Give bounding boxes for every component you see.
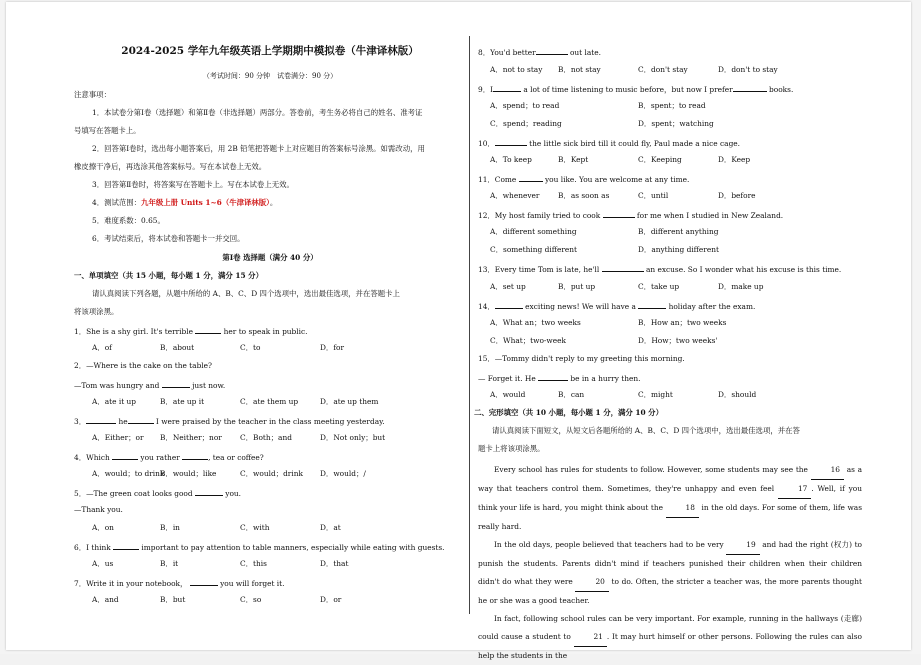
q7-option-a: A．and	[92, 595, 119, 604]
q5-text-a: 5．—The green coat looks good	[74, 489, 195, 498]
q5-option-b: B．in	[160, 523, 180, 532]
q1-text-b: her to speak in public.	[221, 327, 308, 336]
q1-stem	[74, 325, 466, 337]
section2-instruction: 请认真阅读下面短文，从短文后各题所给的 A、B、C、D 四个选项中，选出最佳选项，并在答	[492, 426, 800, 435]
q13-stem	[478, 263, 862, 275]
q5-option-d: D．at	[320, 523, 341, 532]
q13-text-a: 13．Every time Tom is late, he'll	[478, 265, 602, 274]
note-scope-edition: （牛津译林版）	[221, 198, 270, 207]
q12-text-a: 12．My host family tried to cook	[478, 211, 603, 220]
exam-sheet	[6, 2, 911, 660]
q12-option-b: B．different anything	[638, 227, 719, 236]
cloze-p2-text-b: and had the right (权力) to punish the students. Parents didn't mind if teachers punished their children when their children didn't do what they were	[478, 540, 862, 586]
note-line-1: 1．本试卷分第Ⅰ卷（选择题）和第Ⅱ卷（非选择题）两部分。答卷前，考生务必将自己的姓名、准考证	[92, 108, 423, 117]
q4-text-c: , tea or coffee?	[208, 453, 264, 462]
q2-blank	[162, 379, 190, 388]
q9-blank-1	[493, 83, 521, 92]
q10-text-b: the little sick bird till it could fly, Paul made a nice cage.	[526, 139, 741, 148]
q15-option-d: D．should	[718, 390, 757, 399]
cloze-blank-18: 18	[666, 499, 699, 518]
q2-response	[74, 379, 466, 391]
q13-blank	[602, 263, 644, 272]
q14-text-a: 14．	[478, 302, 495, 311]
q6-text-a: 6．I think	[74, 543, 114, 552]
q7-blank	[190, 577, 218, 586]
q2-option-b: B．ate up it	[160, 397, 205, 406]
cloze-paragraph-3	[478, 610, 862, 665]
section2-heading: 二、完形填空（共 10 小题，每小题 1 分，满分 10 分）	[474, 408, 663, 417]
q14-option-b: B．How an；two weeks	[638, 318, 727, 327]
q13-option-c: C．take up	[638, 282, 680, 291]
note-scope-suffix: 。	[269, 198, 278, 207]
q9-option-c: C．spend；reading	[490, 119, 562, 128]
q9-stem	[478, 83, 862, 95]
q5-stem	[74, 487, 466, 499]
q14-option-c: C．What；two-week	[490, 336, 566, 345]
cloze-p3-text-b: . It may hurt himself or other persons. Following the rules can also help the students in the	[478, 632, 862, 660]
q8-option-a: A．not to stay	[490, 65, 543, 74]
q8-text-b: out late.	[567, 48, 601, 57]
q2-stem: 2．—Where is the cake on the table?	[74, 361, 212, 370]
q8-text-a: 8．You'd better	[478, 48, 536, 57]
q3-blank-2	[128, 415, 154, 424]
q10-option-d: D．Keep	[718, 155, 751, 164]
q4-blank-2	[182, 451, 208, 460]
q4-option-d: D．would；/	[320, 469, 366, 478]
q4-option-c: C．would；drink	[240, 469, 303, 478]
q3-text-a: 3．	[74, 417, 87, 426]
q3-option-d: D．Not only；but	[320, 433, 386, 442]
q12-option-a: A．different something	[490, 227, 577, 236]
q5-blank	[195, 487, 223, 496]
q8-option-d: D．don't to stay	[718, 65, 778, 74]
q7-stem	[74, 577, 466, 589]
q1-option-d: D．for	[320, 343, 345, 352]
q3-option-a: A．Either；or	[92, 433, 144, 442]
q11-option-b: B．as soon as	[558, 191, 610, 200]
q1-option-b: B．about	[160, 343, 195, 352]
q3-option-c: C．Both；and	[240, 433, 292, 442]
cloze-paragraph-2	[478, 536, 862, 610]
q4-stem	[74, 451, 466, 463]
q8-option-c: C．don't stay	[638, 65, 688, 74]
exam-info: （考试时间：90 分钟 试卷满分：90 分）	[202, 72, 338, 80]
q9-text-b: a lot of time listening to music before，but now I prefer	[521, 85, 733, 94]
q2-text-b: just now.	[189, 381, 226, 390]
q3-text-c: I were praised by the teacher in the class meeting yesterday.	[153, 417, 385, 426]
q4-text-a: 4．Which	[74, 453, 113, 462]
q14-stem	[478, 300, 862, 312]
q1-blank	[195, 325, 221, 334]
q5-text-b: you.	[222, 489, 242, 498]
q6-option-b: B．it	[160, 559, 179, 568]
q11-option-a: A．whenever	[490, 191, 540, 200]
q11-option-d: D．before	[718, 191, 756, 200]
q15-stem: 15．—Tommy didn't reply to my greeting this morning.	[478, 354, 685, 363]
q7-text-a: 7．Write it in your notebook，	[74, 579, 190, 588]
q10-option-a: A．To keep	[490, 155, 532, 164]
q7-option-c: C．so	[240, 595, 262, 604]
q12-text-b: for me when I studied in New Zealand.	[634, 211, 784, 220]
q4-option-a: A．would；to drink	[92, 469, 165, 478]
q11-option-c: C．until	[638, 191, 669, 200]
section1-instruction-cont: 将该项涂黑。	[74, 307, 119, 316]
cloze-blank-17: 17	[778, 480, 811, 499]
note-difficulty: 5．难度系数：0.65。	[92, 216, 165, 225]
cloze-passage	[478, 461, 863, 660]
column-divider	[469, 36, 470, 614]
cloze-p1-text-c: . Well, if you think your life is hard, you might think about the	[478, 484, 862, 512]
q3-text-b: he	[116, 417, 128, 426]
notes-heading: 注意事项：	[74, 90, 111, 99]
exam-title: 2024-2025 学年九年级英语上学期期中模拟卷（牛津译林版）	[121, 45, 419, 57]
cloze-blank-16: 16	[811, 461, 844, 480]
q5-response: —Thank you.	[74, 505, 123, 514]
q10-text-a: 10．	[478, 139, 495, 148]
q2-option-d: D．ate up them	[320, 397, 379, 406]
cloze-p1-text-d: in the old days. For some of them, life was really hard.	[478, 503, 863, 531]
q3-option-b: B．Neither；nor	[160, 433, 222, 442]
q8-option-b: B．not stay	[558, 65, 601, 74]
q1-option-a: A．of	[92, 343, 112, 352]
note-line-4: 橡皮擦干净后，再选涂其他答案标号。写在本试卷上无效。	[74, 162, 267, 171]
q4-blank-1	[112, 451, 138, 460]
q11-blank	[519, 173, 543, 182]
q15-text-a: — Forget it. He	[478, 374, 539, 383]
q2-option-a: A．ate it up	[92, 397, 137, 406]
q14-blank-2	[638, 300, 666, 309]
q14-text-c: holiday after the exam.	[666, 302, 756, 311]
q10-option-c: C．Keeping	[638, 155, 682, 164]
q9-blank-2	[733, 83, 767, 92]
note-scope-units: 九年级上册 Units 1~6	[141, 198, 222, 207]
q2-option-c: C．ate them up	[240, 397, 299, 406]
q9-text-a: 9．I	[478, 85, 494, 94]
q15-option-a: A．would	[490, 390, 526, 399]
note-scope-prefix: 4．测试范围：	[92, 198, 142, 207]
cloze-p1-text-a: Every school has rules for students to follow. However, some students may see the	[494, 465, 811, 474]
q12-option-d: D．anything different	[638, 245, 719, 254]
q12-option-c: C．something different	[490, 245, 577, 254]
q14-text-b: exciting news! We will have a	[522, 302, 639, 311]
part1-heading: 第Ⅰ卷 选择题（满分 40 分）	[222, 253, 318, 262]
q9-text-c: books.	[766, 85, 794, 94]
q10-blank	[495, 137, 527, 146]
q15-option-b: B．can	[558, 390, 585, 399]
q6-option-d: D．that	[320, 559, 349, 568]
q1-option-c: C．to	[240, 343, 261, 352]
q8-blank	[536, 46, 568, 55]
q6-text-b: important to pay attention to table manners, especially while eating with guests.	[139, 543, 445, 552]
q6-option-c: C．this	[240, 559, 267, 568]
cloze-blank-21: 21	[574, 628, 607, 647]
q11-text-b: you like. You are welcome at any time.	[542, 175, 690, 184]
q9-option-d: D．spent；watching	[638, 119, 714, 128]
q9-option-b: B．spent；to read	[638, 101, 706, 110]
q10-option-b: B．Kept	[558, 155, 589, 164]
cloze-blank-19: 19	[726, 536, 759, 555]
q7-option-b: B．but	[160, 595, 186, 604]
cloze-paragraph-1	[478, 461, 862, 536]
q6-option-a: A．us	[92, 559, 114, 568]
cloze-p3-text-a: In fact, following school rules can be very important. For example, running in the hallways (走廊) could cause a student to	[478, 614, 862, 641]
q6-blank	[113, 541, 139, 550]
q14-blank-1	[495, 300, 523, 309]
q3-stem	[74, 415, 466, 427]
q5-option-c: C．with	[240, 523, 270, 532]
section2-instruction-cont: 题卡上将该项涂黑。	[478, 444, 545, 453]
q15-response	[478, 372, 862, 384]
q13-option-d: D．make up	[718, 282, 764, 291]
q4-option-b: B．would；like	[160, 469, 217, 478]
q12-stem	[478, 209, 862, 221]
q13-option-a: A．set up	[490, 282, 526, 291]
q14-option-a: A．What an；two weeks	[490, 318, 581, 327]
q12-blank	[603, 209, 635, 218]
q4-text-b: you rather	[138, 453, 183, 462]
q7-option-d: D．or	[320, 595, 342, 604]
note-line-5: 3．回答第Ⅱ卷时，将答案写在答题卡上。写在本试卷上无效。	[92, 180, 294, 189]
q13-text-b: an excuse. So I wonder what his excuse is this time.	[643, 265, 842, 274]
q14-option-d: D．How；two weeks'	[638, 336, 718, 345]
q15-option-c: C．might	[638, 390, 673, 399]
section1-instruction: 请认真阅读下列各题，从题中所给的 A、B、C、D 四个选项中，选出最佳选项，并在答题卡上	[92, 289, 400, 298]
q10-stem	[478, 137, 862, 149]
cloze-p2-text-a: In the old days, people believed that teachers had to be very	[494, 540, 727, 549]
q11-stem	[478, 173, 862, 185]
section1-heading: 一、单项填空（共 15 小题，每小题 1 分，满分 15 分）	[74, 271, 263, 280]
q7-text-b: you will forget it.	[217, 579, 285, 588]
cloze-p1-text-b: as a way that teachers control them. Sometimes, they're unhappy and even feel	[478, 465, 862, 493]
q15-blank	[538, 372, 568, 381]
cloze-p2-text-c: to do. Often, the stricter a teacher was, the more parents thought he or she was a good teacher.	[478, 577, 862, 605]
q9-option-a: A．spend；to read	[490, 101, 560, 110]
q2-text-a: —Tom was hungry and	[74, 381, 162, 390]
q13-option-b: B．put up	[558, 282, 596, 291]
q8-stem	[478, 46, 862, 58]
note-scope	[92, 198, 466, 208]
q15-text-b: be in a hurry then.	[568, 374, 641, 383]
q3-blank-1	[86, 415, 116, 424]
note-line-2: 号填写在答题卡上。	[74, 126, 141, 135]
q5-option-a: A．on	[92, 523, 114, 532]
q11-text-a: 11．Come	[478, 175, 519, 184]
cloze-blank-20: 20	[575, 573, 608, 592]
q6-stem	[74, 541, 466, 553]
note-submit: 6．考试结束后，将本试卷和答题卡一并交回。	[92, 234, 245, 243]
q1-text-a: 1．She is a shy girl. It's terrible	[74, 327, 196, 336]
note-line-3: 2．回答第Ⅰ卷时，选出每小题答案后，用 2B 铅笔把答题卡上对应题目的答案标号涂黑。如需改动，用	[92, 144, 425, 153]
